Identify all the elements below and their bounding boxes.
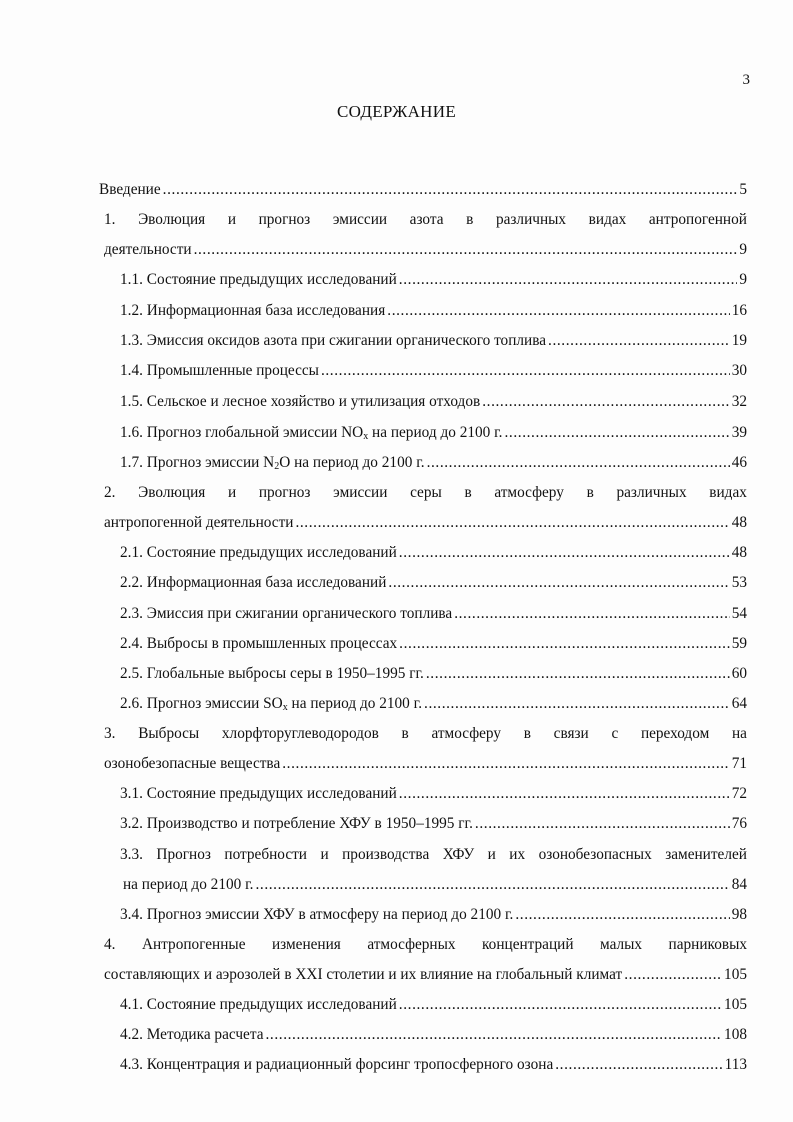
toc-entry-title: 2.2. Информационная база исследований [120,574,387,591]
heading-word: и [227,211,236,228]
toc-section-4-3[interactable] [120,1056,747,1078]
toc-leader-dots [295,514,729,532]
title-part: O на период до 2100 г. [279,454,425,471]
toc-entry-page: 71 [731,755,747,772]
heading-word: и [487,846,496,863]
heading-word: их [509,846,526,863]
heading-word: видах [588,211,627,228]
heading-word: прогноз [258,484,311,501]
toc-entry-title: Введение [99,181,161,198]
toc-entry-title: 2.3. Эмиссия при сжигании органического топлива [120,605,453,622]
heading-word: эмиссии [332,211,388,228]
heading-word: хлорфторуглеводородов [221,725,379,742]
toc-entry-title [120,424,503,442]
toc-entry-title: 1.1. Состояние предыдущих исследований [120,271,397,288]
toc-entry-page: 48 [731,544,747,561]
heading-word: серы [410,484,442,501]
heading-word: прогноз [258,211,311,228]
toc-entry-page: 59 [731,635,747,652]
heading-word: и [320,846,329,863]
toc-entry-intro[interactable] [99,181,747,203]
toc-entry-page: 53 [731,574,747,591]
heading-word: эмиссии [333,484,388,501]
heading-word: Прогноз [156,846,211,863]
toc-section-1-4[interactable] [120,362,747,384]
toc-section-3-1[interactable] [120,785,747,807]
toc-section-1-1[interactable] [120,271,747,293]
toc-leader-dots [388,574,729,592]
title-part: на период до 2100 г. [368,424,503,441]
toc-leader-dots [399,544,730,562]
toc-leader-dots [399,271,738,289]
heading-word: Антропогенные [141,936,246,953]
toc-section-2-1[interactable] [120,544,747,566]
heading-word: атмосферу [494,484,564,501]
heading-word: потребности [224,846,307,863]
toc-chapter-3[interactable] [104,755,747,777]
toc-chapter-4-heading[interactable] [104,936,747,958]
toc-leader-dots [399,996,722,1014]
heading-word: атмосферу [431,725,502,742]
toc-section-1-7[interactable] [120,454,747,476]
toc-entry-page: 46 [731,454,747,471]
toc-entry-title: 2.5. Глобальные выбросы серы в 1950–1995 гг. [120,665,424,682]
toc-section-4-2[interactable] [120,1026,747,1048]
toc-chapter-3-heading[interactable] [104,725,747,747]
toc-section-1-3[interactable] [120,332,747,354]
toc-entry-page: 39 [731,424,747,441]
heading-word: и [227,484,237,501]
toc-section-4-1[interactable] [120,996,747,1018]
heading-word: в [586,484,594,501]
toc-entry-page: 16 [731,302,747,319]
toc-entry-title: на период до 2100 г. [123,876,254,893]
toc-entry-title: 3.1. Состояние предыдущих исследований [120,785,397,802]
heading-word: 1. [104,211,116,228]
toc-entry-page: 108 [724,1026,747,1043]
heading-word: переходом [640,725,710,742]
toc-leader-dots [624,966,722,984]
toc-chapter-1[interactable] [104,241,747,263]
heading-word: антропогенной [648,211,747,228]
heading-word: азота [409,211,444,228]
toc-entry-page: 54 [731,605,747,622]
toc-entry-page: 98 [731,906,747,923]
toc-entry-title: 4.1. Состояние предыдущих исследований [120,996,397,1013]
toc-section-1-2[interactable] [120,302,747,324]
heading-word: видах [709,484,747,501]
heading-word: 2. [104,484,116,501]
toc-chapter-2-heading[interactable] [104,484,747,506]
heading-word: в [466,211,474,228]
heading-word: 3. [104,725,116,742]
toc-section-2-6[interactable] [120,695,747,717]
toc-leader-dots [387,302,729,320]
toc-entry-page: 113 [724,1056,747,1073]
toc-leader-dots [194,241,738,259]
title-subscript: x [282,702,288,713]
toc-section-3-2[interactable] [120,815,747,837]
toc-entry-title: 1.5. Сельское и лесное хозяйство и утилизация отходов [120,393,481,410]
heading-word: изменения [271,936,341,953]
heading-word: Эволюция [138,211,206,228]
page-number: 3 [742,72,750,88]
heading-word: малых [600,936,643,953]
toc-leader-dots [266,1026,723,1044]
heading-word: в [401,725,409,742]
toc-leader-dots [515,906,729,924]
toc-section-3-3[interactable] [123,876,747,898]
toc-entry-page: 9 [739,271,747,288]
toc-entry-title: 2.1. Состояние предыдущих исследований [120,544,397,561]
toc-entry-title: 4.3. Концентрация и радиационный форсинг тропосферного озона [120,1056,554,1073]
title-subscript: x [363,431,369,442]
toc-entry-page: 72 [731,785,747,802]
toc-entry-title: 2.4. Выбросы в промышленных процессах [120,635,398,652]
toc-leader-dots [548,332,730,350]
toc-entry-page: 64 [731,695,747,712]
toc-section-1-6[interactable] [120,424,747,446]
page-title: СОДЕРЖАНИЕ [336,102,457,121]
heading-word: в [523,725,531,742]
toc-section-3-4[interactable] [120,906,747,928]
toc-leader-dots [482,393,729,411]
heading-word: на [731,725,747,742]
toc-leader-dots [426,665,730,683]
toc-entry-page: 5 [739,181,747,198]
heading-word: различных [495,211,567,228]
toc-entry-page: 105 [724,996,747,1013]
heading-word: различных [616,484,687,501]
toc-leader-dots [321,362,730,380]
toc-chapter-4[interactable] [104,966,747,988]
heading-word: заменителей [665,846,747,863]
toc-entry-page: 48 [731,514,747,531]
title-part: 1.7. Прогноз эмиссии N [120,454,275,471]
heading-word: в [464,484,472,501]
heading-word: производства [342,846,430,863]
toc-entry-title: антропогенной деятельности [104,514,294,531]
toc-entry-title: 1.3. Эмиссия оксидов азота при сжигании органического топлива [120,332,547,349]
toc-entry-page: 60 [731,665,747,682]
toc-entry-title: озонобезопасные вещества [104,755,281,772]
heading-word: Эволюция [138,484,206,501]
toc-entry-title: 1.4. Промышленные процессы [120,362,319,379]
toc-section-2-5[interactable] [120,665,747,687]
title-subscript: 2 [274,461,280,472]
toc-leader-dots [555,1056,722,1074]
toc-leader-dots [255,876,729,894]
toc-section-2-3[interactable] [120,605,747,627]
heading-word: озонобезопасных [538,846,652,863]
toc-entry-page: 84 [731,876,747,893]
toc-leader-dots [505,424,730,442]
toc-entry-page: 32 [731,393,747,410]
heading-word: связи [553,725,589,742]
toc-chapter-2[interactable] [104,514,747,536]
toc-leader-dots [454,605,730,623]
toc-section-1-5[interactable] [120,393,747,415]
heading-word: парниковых [668,936,747,953]
toc-section-2-2[interactable] [120,574,747,596]
heading-word: 3.3. [120,846,143,863]
toc-entry-title: составляющих и аэрозолей в XXI столетии и их влияние на глобальный климат [104,966,623,983]
heading-word: концентраций [482,936,574,953]
toc-entry-page: 19 [731,332,747,349]
toc-entry-title: деятельности [104,241,192,258]
title-part: на период до 2100 г. [287,695,423,712]
toc-leader-dots [427,454,730,472]
title-part: 1.6. Прогноз глобальной эмиссии NO [120,424,364,441]
toc-entry-title: 3.2. Производство и потребление ХФУ в 1950–1995 гг. [120,815,473,832]
toc-entry-title: 1.2. Информационная база исследования [120,302,386,319]
heading-word: 4. [104,936,116,953]
heading-word: ХФУ [442,846,475,863]
toc-leader-dots [475,815,730,833]
toc-section-2-4[interactable] [120,635,747,657]
toc-entry-page: 105 [724,966,747,983]
toc-leader-dots [424,695,730,713]
toc-entry-title [120,454,425,472]
toc-chapter-1-heading[interactable] [104,211,747,233]
toc-entry-page: 30 [731,362,747,379]
title-part: 2.6. Прогноз эмиссии SO [120,695,283,712]
toc-section-3-3-heading[interactable] [120,846,747,868]
toc-leader-dots [399,635,730,653]
toc-entry-title: 3.4. Прогноз эмиссии ХФУ в атмосферу на период до 2100 г. [120,906,514,923]
toc-entry-title [120,695,422,713]
toc-leader-dots [282,755,729,773]
toc-entry-page: 76 [731,815,747,832]
heading-word: Выбросы [138,725,200,742]
heading-word: с [611,725,619,742]
heading-word: атмосферных [367,936,456,953]
toc-leader-dots [399,785,730,803]
toc-leader-dots [163,181,738,199]
toc-entry-title: 4.2. Методика расчета [120,1026,264,1043]
toc-entry-page: 9 [739,241,747,258]
